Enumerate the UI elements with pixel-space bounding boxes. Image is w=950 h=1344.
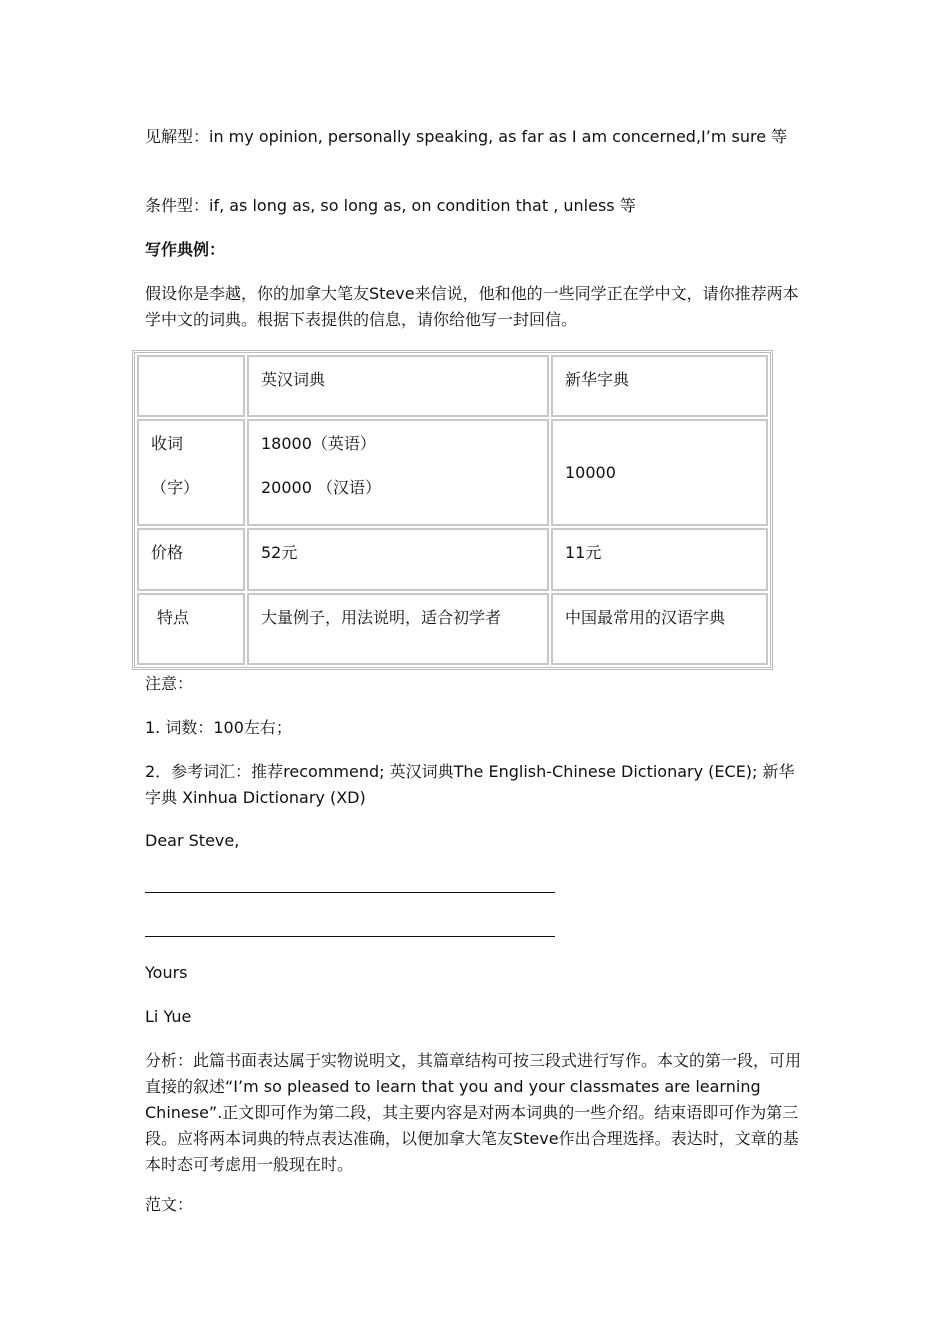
opinion-phrases: 见解型：in my opinion, personally speaking, as far as I am concerned,I’m sure 等 xyxy=(145,127,788,146)
price-xd: 11元 xyxy=(551,528,768,591)
letter-greeting: Dear Steve, xyxy=(145,831,240,850)
writing-blank-line[interactable] xyxy=(145,936,555,937)
table-row-words xyxy=(137,419,768,526)
letter-closing: Yours xyxy=(145,963,188,982)
feature-label: 特点 xyxy=(137,593,245,665)
analysis-paragraph: 分析：此篇书面表达属于实物说明文，其篇章结构可按三段式进行写作。本文的第一段，可用直接的叙述“I’m so pleased to learn that you and your classmates are learning Chinese”.正文即可作为第二段，其主要内容是对两本词典的一些介绍。结束语即可作为第三段。应将两本词典的特点表达准确，以便加拿大笔友Steve作出合理选择。表达时，文章的基本时态可考虑用一般现在时。 xyxy=(145,1051,802,1174)
header-xd: 新华字典 xyxy=(551,355,768,417)
table-header-row xyxy=(137,355,768,417)
model-essay-heading: 范文： xyxy=(145,1195,194,1214)
words-label-cell xyxy=(137,419,245,526)
words-label-unit: （字） xyxy=(151,478,200,497)
words-xd: 10000 xyxy=(551,419,768,526)
task-prompt: 假设你是李越，你的加拿大笔友Steve来信说，他和他的一些同学正在学中文，请你推荐两本学中文的词典。根据下表提供的信息，请你给他写一封回信。 xyxy=(145,284,799,329)
words-ece-cell xyxy=(247,419,549,526)
feature-xd: 中国最常用的汉语字典 xyxy=(551,593,768,665)
feature-ece: 大量例子，用法说明，适合初学者 xyxy=(247,593,549,665)
table-row-feature xyxy=(137,593,768,665)
header-ece: 英汉词典 xyxy=(247,355,549,417)
letter-signature: Li Yue xyxy=(145,1007,192,1026)
note-vocabulary: 2．参考词汇：推荐recommend; 英汉词典The English-Chinese Dictionary (ECE); 新华字典 Xinhua Dictionary (XD) xyxy=(145,762,795,807)
price-ece: 52元 xyxy=(247,528,549,591)
writing-blank-line[interactable] xyxy=(145,892,555,893)
ece-chinese-count: 20000 （汉语） xyxy=(261,478,381,497)
words-label: 收词 xyxy=(151,434,184,453)
header-empty-cell xyxy=(137,355,245,417)
example-heading: 写作典例： xyxy=(145,240,226,259)
dictionary-comparison-table xyxy=(132,350,773,670)
notes-heading: 注意： xyxy=(145,674,194,693)
price-label: 价格 xyxy=(137,528,245,591)
condition-phrases: 条件型：if, as long as, so long as, on condition that , unless 等 xyxy=(145,196,636,215)
table-row-price xyxy=(137,528,768,591)
ece-english-count: 18000（英语） xyxy=(261,434,376,453)
note-word-count: 1. 词数：100左右； xyxy=(145,718,292,737)
